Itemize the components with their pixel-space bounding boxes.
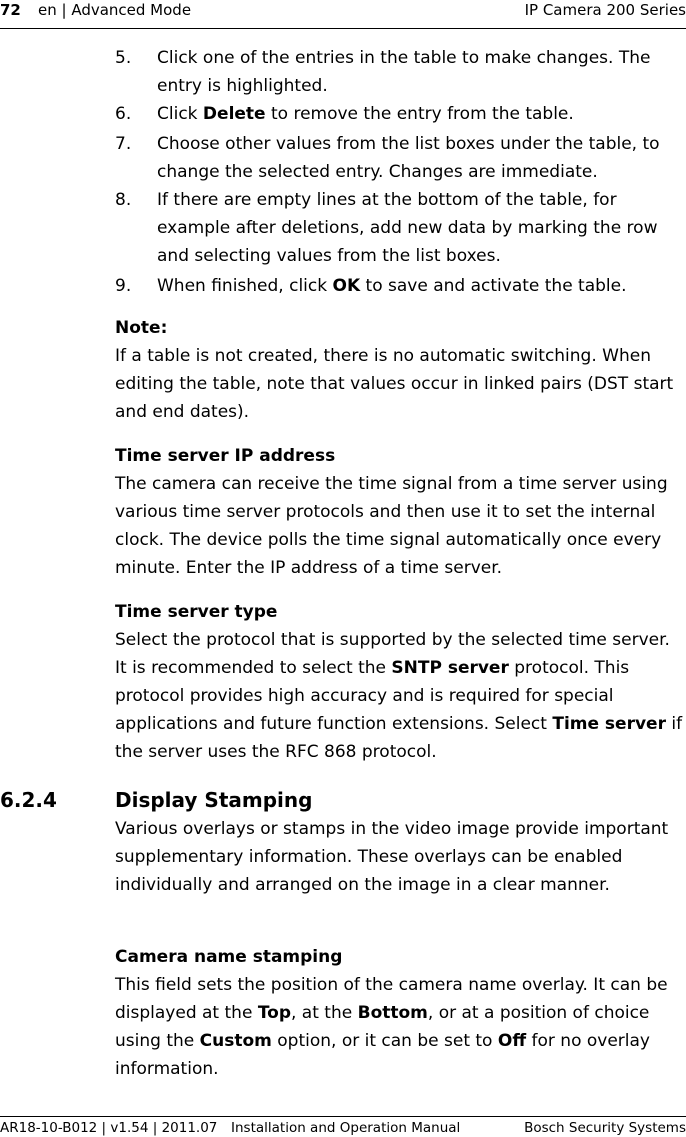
time-server-type-label: Time server type [115, 602, 278, 622]
note-text: If a table is not created, there is no automatic switching. When editing the table, note that values occur in linked pairs (DST start and end dates). [115, 346, 674, 422]
step-number: 7. [115, 134, 132, 154]
step-text: Click one of the entries in the table to make changes. The entry is highlighted. [157, 48, 651, 96]
footer-manual-title: Installation and Operation Manual [231, 1120, 461, 1136]
camera-name-stamping-label: Camera name stamping [115, 947, 343, 967]
note-block [115, 314, 685, 426]
time-server-ip-block [115, 442, 685, 582]
step-text: Click Delete to remove the entry from the table. [157, 104, 574, 124]
step-text: Choose other values from the list boxes under the table, to change the selected entry. Changes are immediate. [157, 134, 660, 182]
section-intro: Various overlays or stamps in the video image provide important supplementary information. These overlays can be enabled individually and arranged on the image in a clear manner. [115, 819, 669, 895]
page-header [0, 0, 686, 29]
section-number: 6.2.4 [0, 788, 57, 812]
header-product-name: IP Camera 200 Series [524, 1, 686, 19]
time-server-ip-text: The camera can receive the time signal from a time server using various time server protocols and then use it to set the internal clock. The device polls the time signal automatically once every minute. Enter the IP address of a time server. [115, 474, 668, 578]
step-number: 6. [115, 104, 132, 124]
time-server-type-text: Select the protocol that is supported by the selected time server. It is recommended to select the SNTP server protocol. This protocol provides high accuracy and is required for special applications and future function extensions. Select Time server if the server uses the RFC 868 protocol. [115, 630, 683, 762]
note-label: Note: [115, 318, 168, 338]
step-number: 9. [115, 276, 132, 296]
section-title: Display Stamping [115, 788, 313, 812]
camera-name-stamping-text: This field sets the position of the camera name overlay. It can be displayed at the Top, at the Bottom, or at a position of choice using the Custom option, or it can be set to Off for no overlay information. [115, 975, 668, 1079]
footer-company: Bosch Security Systems [524, 1120, 686, 1136]
step-number: 5. [115, 48, 132, 68]
page-number: 72 [0, 1, 21, 19]
time-server-ip-label: Time server IP address [115, 446, 336, 466]
step-text: When finished, click OK to save and activate the table. [157, 276, 627, 296]
step-text: If there are empty lines at the bottom of the table, for example after deletions, add new data by marking the row and selecting values from the list boxes. [157, 190, 658, 266]
step-number: 8. [115, 190, 132, 210]
page-footer [0, 1116, 686, 1137]
header-section-label: en | Advanced Mode [38, 1, 192, 19]
delete-term: Delete [202, 104, 266, 124]
camera-name-stamping-block [115, 943, 685, 1083]
time-server-type-block [115, 598, 685, 766]
ok-term: OK [332, 276, 361, 296]
footer-doc-id: AR18-10-B012 | v1.54 | 2011.07 [0, 1120, 218, 1136]
